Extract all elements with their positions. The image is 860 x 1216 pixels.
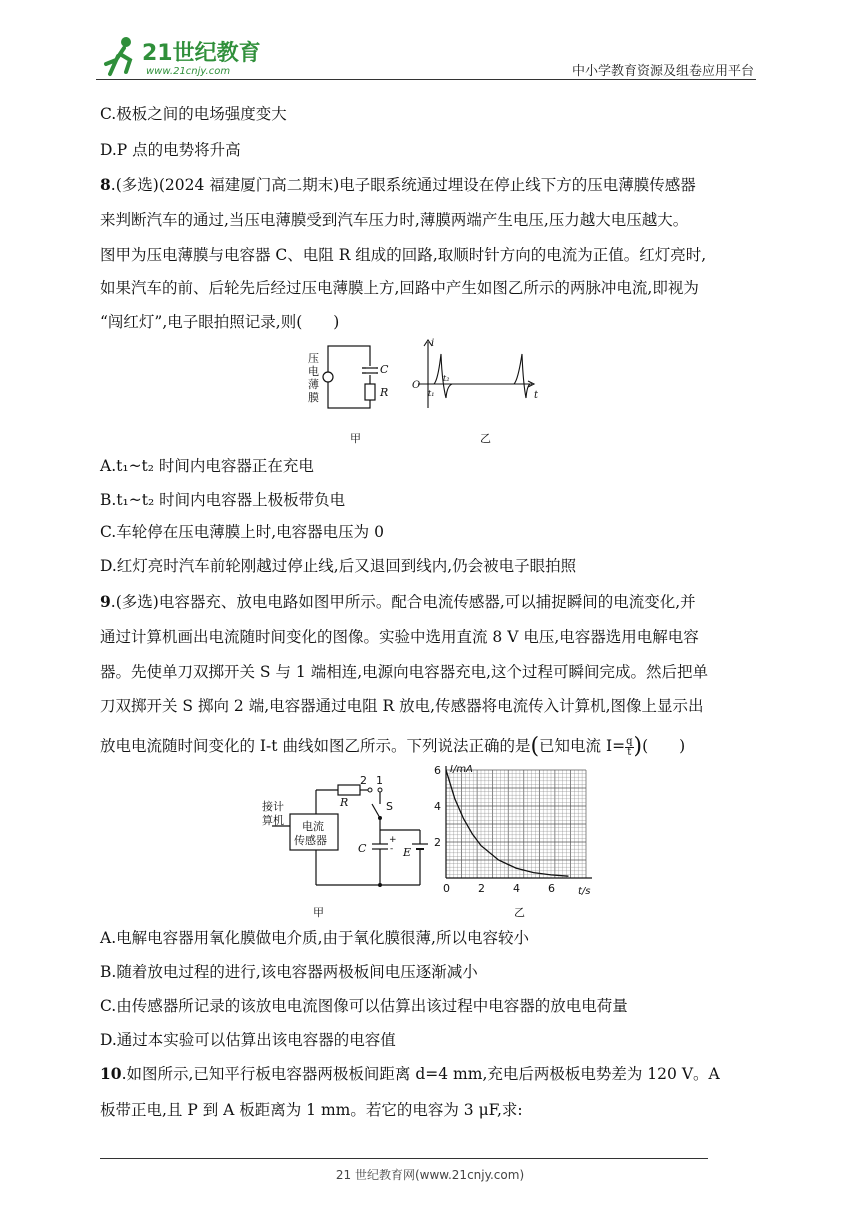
q9-line-3: 器。先使单刀双掷开关 S 与 1 端相连,电源向电容器充电,这个过程可瞬间完成。然后把单 <box>100 663 709 681</box>
axis-i-label: i <box>431 338 435 349</box>
x-tick-label: 2 <box>478 882 485 895</box>
switch-label: S <box>386 800 393 813</box>
resistor-label: R <box>380 386 389 399</box>
q9-resistor-label: R <box>340 796 349 809</box>
footer-divider <box>100 1158 708 1159</box>
q9-line-5: 放电电流随时间变化的 I-t 曲线如图乙所示。下列说法正确的是(已知电流 I= $\frac{q}{t}$ )( ) <box>100 734 686 759</box>
t2-label: t₂ <box>443 374 450 383</box>
q8-line-1: 8.(多选)(2024 福建厦门高二期末)电子眼系统通过埋设在停止线下方的压电薄膜传感器 <box>100 175 696 194</box>
runner-icon <box>106 37 131 74</box>
x-tick-label: 0 <box>443 882 450 895</box>
q8-figure <box>300 338 560 448</box>
q9-caption-a: 甲 <box>313 906 324 919</box>
q9-circuit-diagram <box>258 770 438 920</box>
origin-label: O <box>412 380 421 391</box>
y-tick-label: 6 <box>434 764 441 777</box>
film-label-3: 薄 <box>308 378 319 391</box>
film-label-1: 压 <box>308 352 319 365</box>
emf-label: E <box>403 846 412 859</box>
q7-option-d: D.P 点的电势将升高 <box>100 141 241 159</box>
q9-line-4: 刀双掷开关 S 掷向 2 端,电容器通过电阻 R 放电,传感器将电流传入计算机,图像上显示出 <box>100 697 704 715</box>
q9-option-b: B.随着放电过程的进行,该电容器两极板间电压逐渐减小 <box>100 963 478 981</box>
q8-circuit-diagram <box>323 346 378 408</box>
q8-line-3: 图甲为压电薄膜与电容器 C、电阻 R 组成的回路,取顺时针方向的电流为正值。红灯亮时, <box>100 246 707 264</box>
q9-option-a: A.电解电容器用氧化膜做电介质,由于氧化膜很薄,所以电容较小 <box>100 929 529 947</box>
y-tick-label: 4 <box>434 800 441 813</box>
capacitor-label: C <box>380 363 389 376</box>
q8-line-4: 如果汽车的前、后轮先后经过压电薄膜上方,回路中产生如图乙所示的两脉冲电流,即视为 <box>100 279 699 297</box>
q8-line-5: “闯红灯”,电子眼拍照记录,则( ) <box>100 313 340 331</box>
q8-option-c: C.车轮停在压电薄膜上时,电容器电压为 0 <box>100 523 384 541</box>
q9-caption-b: 乙 <box>514 906 525 919</box>
header-divider <box>96 79 756 80</box>
svg-text:+: + <box>389 835 397 845</box>
q9-line-2: 通过计算机画出电流随时间变化的图像。实验中选用直流 8 V 电压,电容器选用电解电容 <box>100 628 699 646</box>
q10-line-1: 10.如图所示,已知平行板电容器两极板间距离 d=4 mm,充电后两极板电势差为 120 V。A <box>100 1064 720 1083</box>
footer-text: 21 世纪教育网(www.21cnjy.com) <box>335 1168 525 1182</box>
q9-number: 9 <box>100 592 111 611</box>
t1-label: t₁ <box>428 389 435 398</box>
q8-caption-a: 甲 <box>350 432 361 445</box>
logo-text: 21世纪教育 <box>142 41 261 66</box>
chart-ylabel: I/mA <box>450 764 473 775</box>
q8-number: 8 <box>100 175 111 194</box>
chart-xlabel: t/s <box>578 886 591 897</box>
q8-option-b: B.t₁~t₂ 时间内电容器上极板带负电 <box>100 491 346 509</box>
q10-line-2: 板带正电,且 P 到 A 板距离为 1 mm。若它的电容为 3 μF,求: <box>100 1101 523 1119</box>
q9-option-c: C.由传感器所记录的该放电电流图像可以估算出该过程中电容器的放电电荷量 <box>100 997 628 1015</box>
q10-number: 10 <box>100 1064 122 1083</box>
x-tick-label: 6 <box>548 882 555 895</box>
q9-option-d: D.通过本实验可以估算出该电容器的电容值 <box>100 1031 396 1049</box>
axis-t-label: t <box>534 390 539 401</box>
q8-option-a: A.t₁~t₂ 时间内电容器正在充电 <box>100 457 314 475</box>
q9-line-1: 9.(多选)电容器充、放电电路如图甲所示。配合电流传感器,可以捕捉瞬间的电流变化,并 <box>100 592 696 611</box>
header-platform-text: 中小学教育资源及组卷应用平台 <box>571 64 754 79</box>
switch-pos-2: 2 <box>360 774 367 787</box>
film-label-2: 电 <box>308 365 319 378</box>
switch-pos-1: 1 <box>376 774 383 787</box>
sensor-label-1: 电流 <box>302 820 324 833</box>
y-tick-label: 2 <box>434 836 441 849</box>
computer-label-1: 接计 <box>262 800 284 813</box>
q8-line-2: 来判断汽车的通过,当压电薄膜受到汽车压力时,薄膜两端产生电压,压力越大电压越大。 <box>100 211 689 229</box>
svg-text:-: - <box>390 844 394 854</box>
film-label-4: 膜 <box>308 391 319 404</box>
q8-option-d: D.红灯亮时汽车前轮刚越过停止线,后又退回到线内,仍会被电子眼拍照 <box>100 557 577 575</box>
q8-current-graph <box>418 340 534 408</box>
sensor-label-2: 传感器 <box>294 834 327 847</box>
q9-capacitor-label: C <box>358 842 367 855</box>
logo-url: www.21cnjy.com <box>146 66 231 77</box>
x-tick-label: 4 <box>513 882 520 895</box>
site-logo <box>96 30 266 80</box>
q9-it-chart <box>428 758 608 920</box>
computer-label-2: 算机 <box>262 814 284 827</box>
ac-source-icon <box>323 372 333 382</box>
q7-option-c: C.极板之间的电场强度变大 <box>100 105 287 123</box>
q8-caption-b: 乙 <box>480 432 491 445</box>
